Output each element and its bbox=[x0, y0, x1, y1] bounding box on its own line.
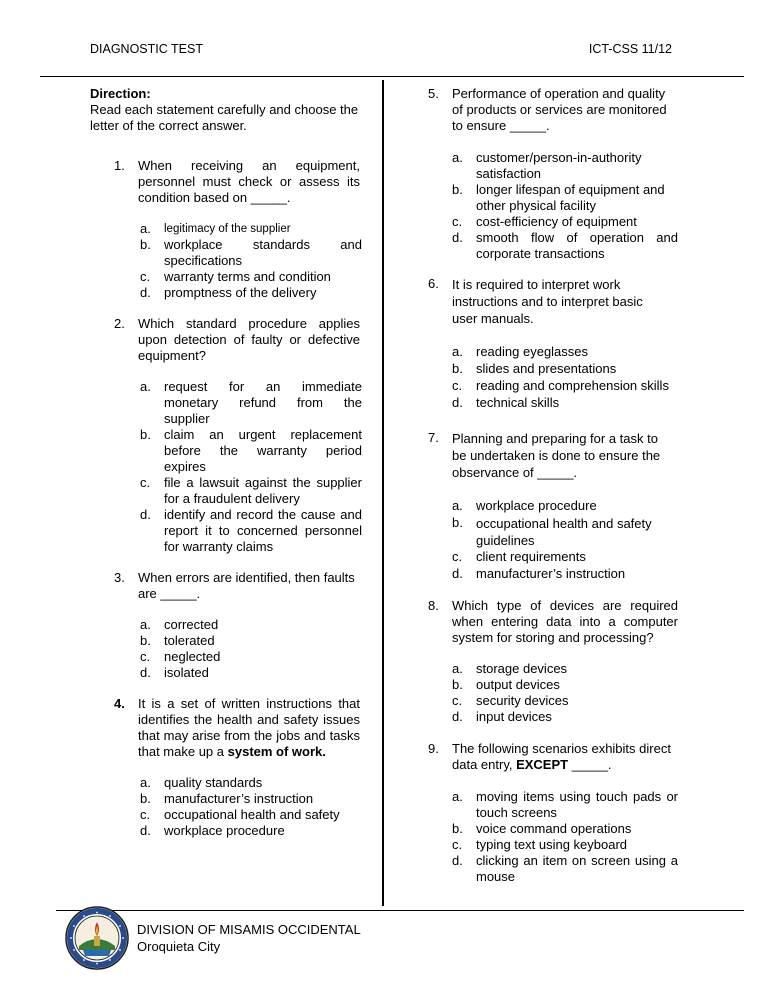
header-right-subject: ICT-CSS 11/12 bbox=[588, 42, 672, 56]
direction-line-2: letter of the correct answer. bbox=[90, 118, 247, 133]
footer-city: Oroquieta City bbox=[137, 939, 221, 954]
question-number: 3. bbox=[114, 570, 125, 585]
question-text-line: personnel must check or assess its bbox=[138, 174, 360, 189]
question-number: 9. bbox=[428, 741, 439, 756]
column-divider bbox=[382, 80, 384, 906]
question-text-line: condition based on _____. bbox=[138, 190, 291, 205]
question-number: 8. bbox=[428, 598, 439, 613]
question-number: 5. bbox=[428, 86, 439, 101]
footer-division: DIVISION OF MISAMIS OCCIDENTAL bbox=[137, 922, 361, 937]
footer-rule bbox=[56, 910, 744, 911]
question-number: 1. bbox=[114, 158, 125, 173]
header-left-title: DIAGNOSTIC TEST bbox=[90, 42, 203, 56]
question-number: 2. bbox=[114, 316, 125, 331]
direction-title: Direction: bbox=[90, 86, 151, 101]
question-text-line: When receiving an equipment, bbox=[138, 158, 360, 173]
direction-line-1: Read each statement carefully and choose the bbox=[90, 102, 359, 117]
question-number: 4. bbox=[114, 696, 125, 711]
question-number: 7. bbox=[428, 430, 439, 445]
header-rule bbox=[40, 76, 744, 77]
emphasis-system-of-work: system of work. bbox=[227, 744, 326, 759]
emphasis-except: EXCEPT bbox=[516, 757, 569, 772]
question-number: 6. bbox=[428, 276, 439, 291]
division-seal-logo bbox=[65, 906, 129, 970]
